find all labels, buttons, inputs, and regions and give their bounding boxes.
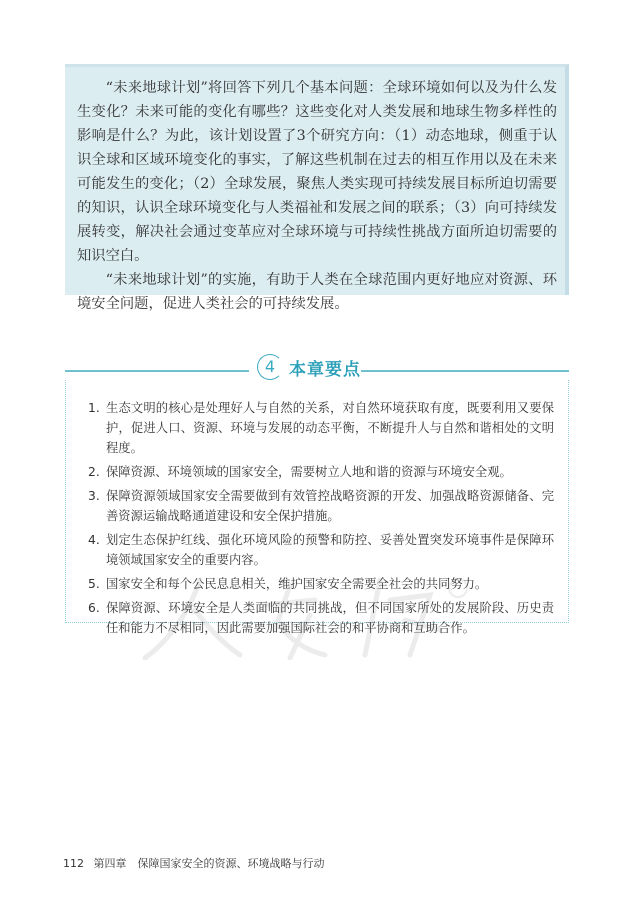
- item-text: 生态文明的核心是处理好人与自然的关系，对自然环境获取有度，既要利用又要保护，促进人口、资源、环境与发展的动态平衡，不断提升人与自然和谐相处的文明程度。: [106, 401, 554, 455]
- divider: [361, 370, 569, 372]
- list-item: [88, 574, 554, 594]
- box-paragraph: “未来地球计划”将回答下列几个基本问题：全球环境如何以及为什么发生变化？未来可能的变化有哪些？这些变化对人类发展和地球生物多样性的影响是什么？为此，该计划设置了3个研究方向：（1）动态地球，侧重于认识全球和区域环境变化的事实，了解这些机制在过去的相互作用以及在未来可能发生的变化；（2）全球发展，聚焦人类实现可持续发展目标所迫切需要的知识，认识全球环境变化与人类福祉和发展之间的联系；（3）向可持续发展转变，解决社会通过变革应对全球环境与可持续性挑战方面所迫切需要的知识空白。: [77, 80, 557, 264]
- item-number: 2.: [88, 465, 100, 479]
- item-number: 5.: [88, 577, 100, 591]
- chapter-title: 第四章 保障国家安全的资源、环境战略与行动: [93, 857, 325, 870]
- section-title: 本章要点: [289, 360, 361, 380]
- list-item: [88, 486, 554, 526]
- page-footer: [63, 855, 325, 871]
- section-number-badge: 4: [257, 354, 283, 380]
- box-paragraph: “未来地球计划”的实施，有助于人类在全球范围内更好地应对资源、环境安全问题，促进人类社会的可持续发展。: [77, 272, 557, 312]
- item-text: 国家安全和每个公民息息相关，维护国家安全需要全社会的共同努力。: [106, 577, 488, 591]
- item-text: 保障资源、环境领域的国家安全，需要树立人地和谐的资源与环境安全观。: [106, 465, 512, 479]
- key-points-list: [88, 398, 554, 642]
- list-item: [88, 462, 554, 482]
- list-item: [88, 530, 554, 570]
- list-item: [88, 598, 554, 638]
- item-text: 保障资源、环境安全是人类面临的共同挑战，但不同国家所处的发展阶段、历史责任和能力不尽相同，因此需要加强国际社会的和平协商和互助合作。: [106, 601, 554, 635]
- item-number: 1.: [88, 401, 100, 415]
- key-points-box: [65, 380, 569, 635]
- divider: [65, 370, 249, 372]
- page-number: 112: [63, 857, 84, 870]
- item-text: 保障资源领域国家安全需要做到有效管控战略资源的开发、加强战略资源储备、完善资源运输战略通道建设和安全保护措施。: [106, 489, 554, 523]
- item-number: 6.: [88, 601, 100, 615]
- reading-box: [65, 64, 569, 312]
- item-number: 4.: [88, 533, 100, 547]
- item-text: 划定生态保护红线、强化环境风险的预警和防控、妥善处置突发环境事件是保障环境领域国家安全的重要内容。: [106, 533, 554, 567]
- item-number: 3.: [88, 489, 100, 503]
- list-item: [88, 398, 554, 458]
